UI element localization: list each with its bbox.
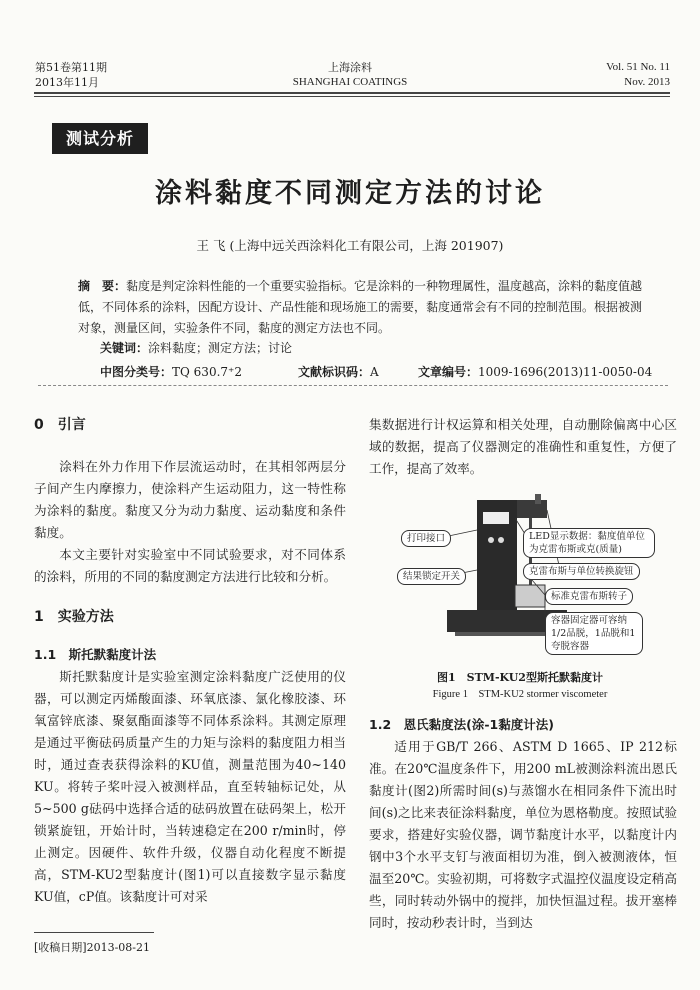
intro-paragraph-2: 本文主要针对实验室中不同试验要求，对不同体系的涂料，所用的不同的黏度测定方法进行比较和分析。 bbox=[34, 547, 346, 584]
figure-1-caption-cn: 图1 STM-KU2型斯托默黏度计 bbox=[437, 671, 603, 684]
journal-name: 上海涂料 SHANGHAI COATINGS bbox=[292, 61, 408, 88]
engler-paragraph: 适用于GB/T 266、ASTM D 1665、IP 212标准。在20℃温度条件下，用200 mL被测涂料流出恩氏黏度计(图2)所需时间(s)与蒸馏水在相同条件下流出时间(s)之比来表征涂料黏度，单位为恩格勒度。按照试验要求，搭建好实验仪器，调节黏度计水平，以黏度计内钢中3个水平支钉与液面相切为准，倒入被测液体，恒温至20℃。实验初期，可将数字式温控仪温度设定稍高些，同时转动外锅中的搅拌，加快恒温过程。拔开塞棒同时，按动秒表计时，当到达 bbox=[369, 739, 677, 930]
authors-affiliation: 王 飞 (上海中远关西涂料化工有限公司，上海 201907) bbox=[196, 238, 504, 253]
label-led-display: LED显示数据：黏度值单位为克雷布斯或克(质量) bbox=[523, 528, 655, 558]
footnote-rule bbox=[34, 932, 154, 933]
label-ku-switch: 克雷布斯与单位转换旋钮 bbox=[523, 563, 640, 580]
figure-1-caption-en: Figure 1 STM-KU2 stormer viscometer bbox=[432, 689, 608, 700]
figure-1 bbox=[395, 490, 675, 660]
abstract bbox=[78, 276, 653, 339]
right-column-top bbox=[369, 414, 677, 480]
label-lock-switch: 结果锁定开关 bbox=[397, 568, 466, 585]
header-rule bbox=[34, 92, 670, 94]
section-1-2-heading: 1.2 恩氏黏度法(涂-1黏度计法) bbox=[369, 717, 554, 732]
abstract-text: 黏度是判定涂料性能的一个重要实验指标。它是涂料的一种物理属性，温度越高，涂料的黏度值越低，不同体系的涂料，因配方设计、产品性能和现场施工的需要，黏度通常会有不同的控制范围。根据被测对象，测量区间，实验条件不同，黏度的测定方法也不同。 bbox=[78, 279, 643, 335]
section-1-1-heading: 1.1 斯托默黏度计法 bbox=[34, 647, 157, 662]
right-column-body bbox=[369, 714, 677, 934]
stormer-paragraph: 斯托默黏度计是实验室测定涂料黏度广泛使用的仪器，可以测定丙烯酸面漆、环氧底漆、氯化橡胶漆、环氧富锌底漆、聚氨酯面漆等不同体系涂料。其测定原理是通过平衡砝码质量产生的力矩与涂料的黏度阻力相当时，通过查表获得涂料的KU值，测量范围为40~140 KU。将转子桨叶浸入被测样品，直至转轴标记处，从5~500 g砝码中选择合适的砝码放置在砝码架上，松开锁紧旋钮，开始计时，当转速稳定在200 r/min时，停止测定。因硬件、软件升级，仪器自动化程度不断提高，STM-KU2型黏度计(图1)可以直接数字显示黏度KU值，cP值。该黏度计可对采 bbox=[34, 669, 346, 904]
label-rotor: 标准克雷布斯转子 bbox=[545, 588, 633, 605]
left-column bbox=[34, 414, 346, 908]
volume-info: Vol. 51 No. 11 Nov. 2013 bbox=[606, 61, 670, 88]
continued-paragraph: 集数据进行计权运算和相关处理，自动删除偏离中心区域的数据，提高了仪器测定的准确性和重复性，方便了工作，提高了效率。 bbox=[369, 417, 677, 476]
section-tag: 测试分析 bbox=[52, 123, 148, 154]
article-title: 涂料黏度不同测定方法的讨论 bbox=[155, 178, 545, 209]
label-print-port: 打印接口 bbox=[401, 530, 451, 547]
abstract-label: 摘 要： bbox=[78, 279, 127, 293]
section-0-heading: 0 引言 bbox=[34, 417, 86, 433]
intro-paragraph-1: 涂料在外力作用下作层流运动时，在其相邻两层分子间产生内摩擦力，使涂料产生运动阻力，这一特性称为涂料的黏度。黏度又分为动力黏度、运动黏度和条件黏度。 bbox=[34, 459, 346, 540]
journal-issue: 第51卷第11期 2013年11月 bbox=[35, 61, 107, 89]
section-1-heading: 1 实验方法 bbox=[34, 609, 114, 625]
label-container-holder: 容器固定器可容纳1/2品脱，1品脱和1夸脱容器 bbox=[545, 612, 643, 655]
abstract-divider bbox=[38, 385, 668, 386]
keywords: 关键词：涂料黏度；测定方法；讨论 bbox=[100, 341, 293, 355]
received-date: [收稿日期]2013-08-21 bbox=[34, 941, 151, 954]
header-rule-thin bbox=[34, 96, 670, 97]
